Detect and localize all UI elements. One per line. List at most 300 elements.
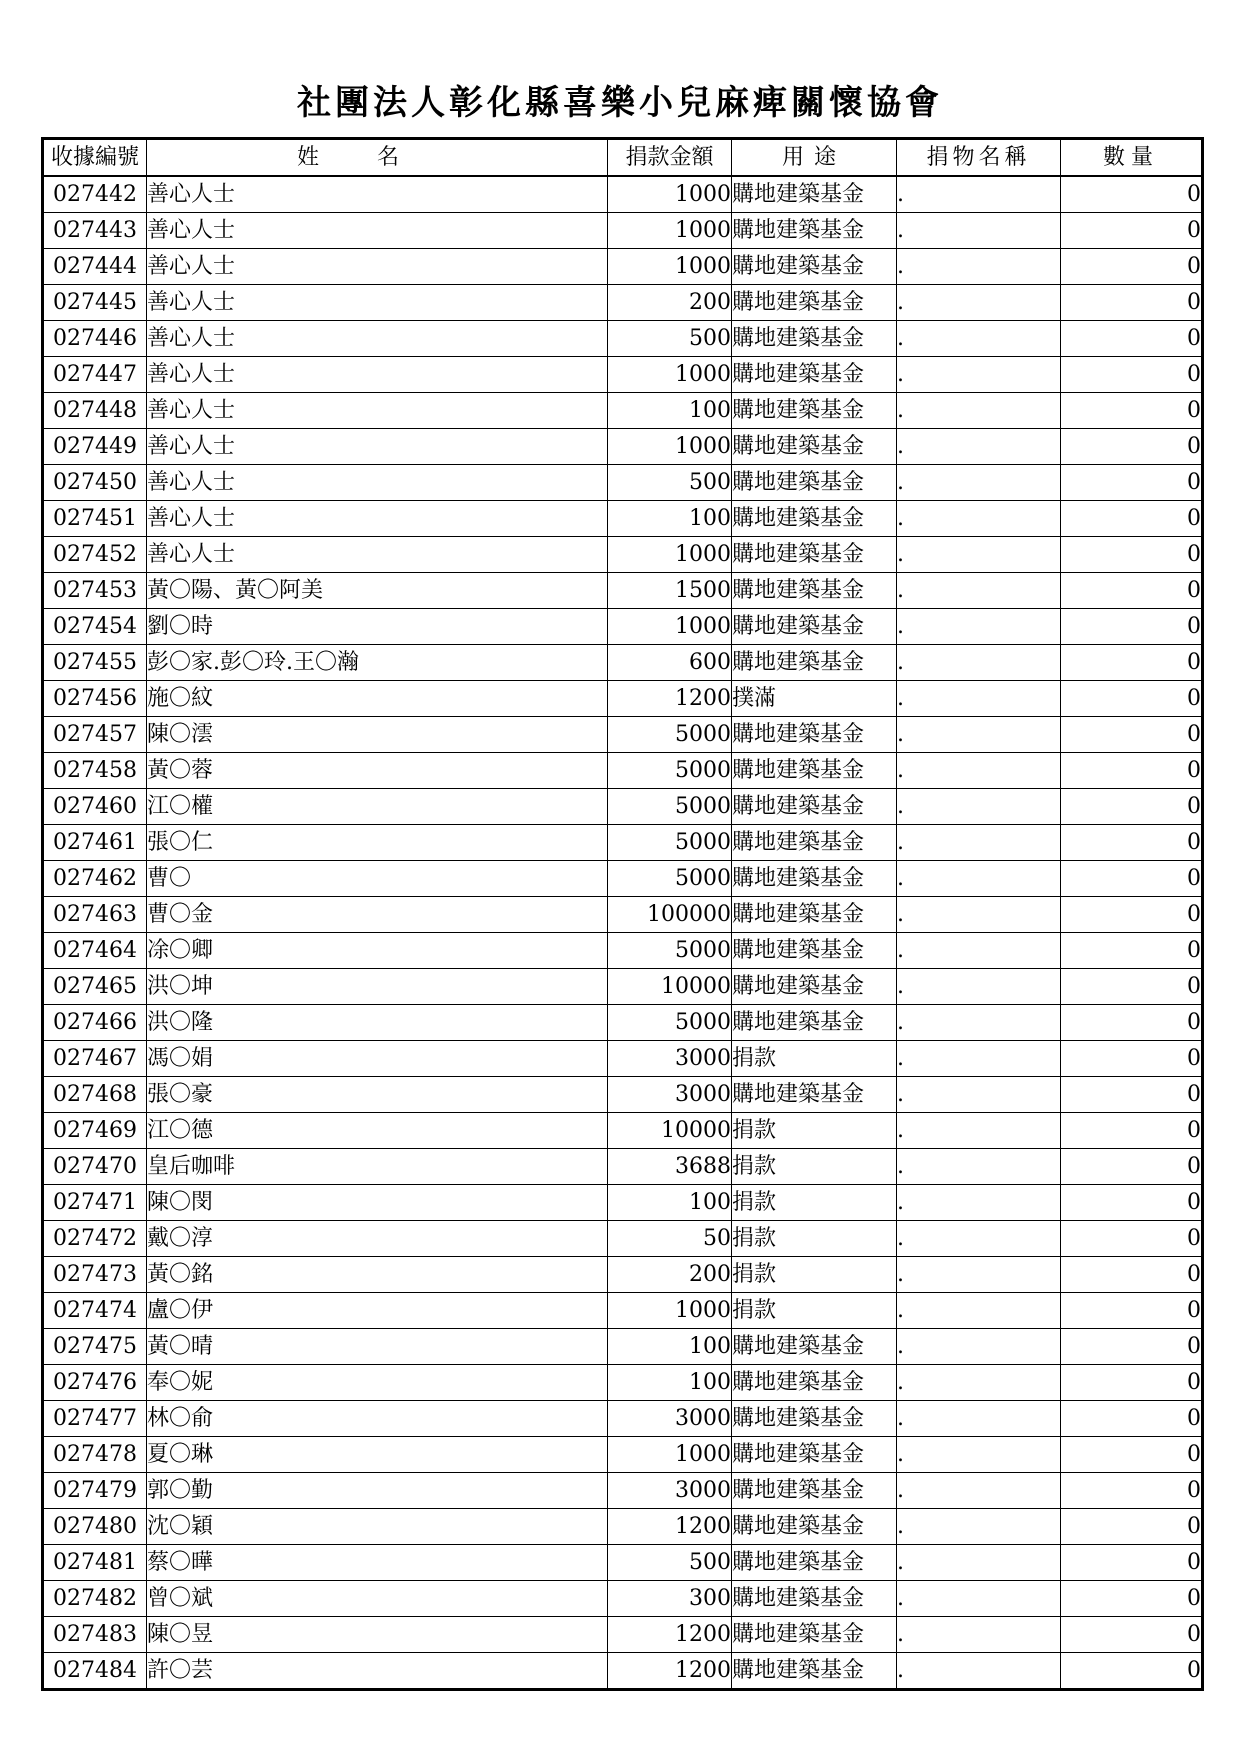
item-name-cell: . — [897, 176, 1061, 213]
purpose-cell: 捐款 — [732, 1257, 897, 1293]
donor-name-cell: 江〇權 — [147, 789, 608, 825]
header-item-name: 捐物名稱 — [897, 139, 1061, 177]
amount-cell: 100000 — [608, 897, 732, 933]
table-row — [43, 1509, 1203, 1545]
receipt-no-cell: 027443 — [43, 213, 147, 249]
item-name-cell: . — [897, 717, 1061, 753]
table-row — [43, 1653, 1203, 1690]
quantity-cell: 0 — [1061, 825, 1203, 861]
quantity-cell: 0 — [1061, 1113, 1203, 1149]
purpose-cell: 購地建築基金 — [732, 1473, 897, 1509]
quantity-cell: 0 — [1061, 1581, 1203, 1617]
item-name-cell: . — [897, 465, 1061, 501]
receipt-no-cell: 027464 — [43, 933, 147, 969]
amount-cell: 5000 — [608, 861, 732, 897]
receipt-no-cell: 027478 — [43, 1437, 147, 1473]
table-row — [43, 1437, 1203, 1473]
amount-cell: 1200 — [608, 681, 732, 717]
purpose-cell: 購地建築基金 — [732, 213, 897, 249]
header-quantity: 數量 — [1061, 139, 1203, 177]
donor-name-cell: 善心人士 — [147, 429, 608, 465]
receipt-no-cell: 027454 — [43, 609, 147, 645]
table-row — [43, 1113, 1203, 1149]
receipt-no-cell: 027456 — [43, 681, 147, 717]
purpose-cell: 購地建築基金 — [732, 1365, 897, 1401]
amount-cell: 50 — [608, 1221, 732, 1257]
purpose-cell: 購地建築基金 — [732, 717, 897, 753]
purpose-cell: 購地建築基金 — [732, 789, 897, 825]
quantity-cell: 0 — [1061, 1365, 1203, 1401]
item-name-cell: . — [897, 1653, 1061, 1690]
item-name-cell: . — [897, 357, 1061, 393]
amount-cell: 1500 — [608, 573, 732, 609]
receipt-no-cell: 027481 — [43, 1545, 147, 1581]
quantity-cell: 0 — [1061, 357, 1203, 393]
receipt-no-cell: 027483 — [43, 1617, 147, 1653]
donor-name-cell: 陳〇昱 — [147, 1617, 608, 1653]
purpose-cell: 購地建築基金 — [732, 537, 897, 573]
purpose-cell: 購地建築基金 — [732, 825, 897, 861]
receipt-no-cell: 027476 — [43, 1365, 147, 1401]
table-row — [43, 285, 1203, 321]
item-name-cell: . — [897, 681, 1061, 717]
receipt-no-cell: 027470 — [43, 1149, 147, 1185]
table-row — [43, 321, 1203, 357]
table-row — [43, 753, 1203, 789]
purpose-cell: 購地建築基金 — [732, 321, 897, 357]
item-name-cell: . — [897, 789, 1061, 825]
amount-cell: 5000 — [608, 753, 732, 789]
receipt-no-cell: 027445 — [43, 285, 147, 321]
quantity-cell: 0 — [1061, 1257, 1203, 1293]
item-name-cell: . — [897, 1473, 1061, 1509]
item-name-cell: . — [897, 1005, 1061, 1041]
purpose-cell: 捐款 — [732, 1185, 897, 1221]
donor-name-cell: 陳〇閔 — [147, 1185, 608, 1221]
purpose-cell: 購地建築基金 — [732, 249, 897, 285]
quantity-cell: 0 — [1061, 1437, 1203, 1473]
purpose-cell: 捐款 — [732, 1293, 897, 1329]
table-row — [43, 1329, 1203, 1365]
table-row — [43, 1545, 1203, 1581]
item-name-cell: . — [897, 645, 1061, 681]
purpose-cell: 購地建築基金 — [732, 1653, 897, 1690]
donor-name-cell: 黃〇陽、黃〇阿美 — [147, 573, 608, 609]
item-name-cell: . — [897, 213, 1061, 249]
purpose-cell: 購地建築基金 — [732, 861, 897, 897]
quantity-cell: 0 — [1061, 969, 1203, 1005]
item-name-cell: . — [897, 1329, 1061, 1365]
purpose-cell: 購地建築基金 — [732, 176, 897, 213]
amount-cell: 5000 — [608, 933, 732, 969]
amount-cell: 3000 — [608, 1077, 732, 1113]
item-name-cell: . — [897, 1257, 1061, 1293]
item-name-cell: . — [897, 1041, 1061, 1077]
donor-name-cell: 江〇德 — [147, 1113, 608, 1149]
receipt-no-cell: 027449 — [43, 429, 147, 465]
table-row — [43, 861, 1203, 897]
table-row — [43, 249, 1203, 285]
receipt-no-cell: 027460 — [43, 789, 147, 825]
purpose-cell: 購地建築基金 — [732, 645, 897, 681]
header-amount: 捐款金額 — [608, 139, 732, 177]
table-row — [43, 789, 1203, 825]
quantity-cell: 0 — [1061, 609, 1203, 645]
item-name-cell: . — [897, 501, 1061, 537]
purpose-cell: 購地建築基金 — [732, 357, 897, 393]
donor-name-cell: 奉〇妮 — [147, 1365, 608, 1401]
purpose-cell: 購地建築基金 — [732, 393, 897, 429]
item-name-cell: . — [897, 1509, 1061, 1545]
table-row — [43, 1617, 1203, 1653]
donor-name-cell: 張〇豪 — [147, 1077, 608, 1113]
table-row — [43, 1077, 1203, 1113]
amount-cell: 5000 — [608, 1005, 732, 1041]
amount-cell: 5000 — [608, 717, 732, 753]
donor-name-cell: 曾〇斌 — [147, 1581, 608, 1617]
quantity-cell: 0 — [1061, 717, 1203, 753]
quantity-cell: 0 — [1061, 1473, 1203, 1509]
purpose-cell: 購地建築基金 — [732, 969, 897, 1005]
amount-cell: 1000 — [608, 249, 732, 285]
donor-name-cell: 黃〇銘 — [147, 1257, 608, 1293]
purpose-cell: 購地建築基金 — [732, 933, 897, 969]
table-row — [43, 609, 1203, 645]
donor-name-cell: 黃〇蓉 — [147, 753, 608, 789]
quantity-cell: 0 — [1061, 321, 1203, 357]
table-row — [43, 176, 1203, 213]
amount-cell: 1200 — [608, 1617, 732, 1653]
table-row — [43, 357, 1203, 393]
table-row — [43, 537, 1203, 573]
amount-cell: 500 — [608, 465, 732, 501]
item-name-cell: . — [897, 321, 1061, 357]
amount-cell: 100 — [608, 393, 732, 429]
amount-cell: 3000 — [608, 1401, 732, 1437]
quantity-cell: 0 — [1061, 465, 1203, 501]
purpose-cell: 捐款 — [732, 1149, 897, 1185]
purpose-cell: 購地建築基金 — [732, 573, 897, 609]
amount-cell: 1000 — [608, 537, 732, 573]
donor-name-cell: 善心人士 — [147, 176, 608, 213]
donor-name-cell: 善心人士 — [147, 357, 608, 393]
purpose-cell: 撲滿 — [732, 681, 897, 717]
amount-cell: 5000 — [608, 789, 732, 825]
receipt-no-cell: 027451 — [43, 501, 147, 537]
donor-name-cell: 戴〇淳 — [147, 1221, 608, 1257]
quantity-cell: 0 — [1061, 1293, 1203, 1329]
donor-name-cell: 曹〇金 — [147, 897, 608, 933]
amount-cell: 1000 — [608, 429, 732, 465]
purpose-cell: 購地建築基金 — [732, 1401, 897, 1437]
quantity-cell: 0 — [1061, 213, 1203, 249]
quantity-cell: 0 — [1061, 1077, 1203, 1113]
amount-cell: 1000 — [608, 609, 732, 645]
donor-name-cell: 夏〇琳 — [147, 1437, 608, 1473]
amount-cell: 1000 — [608, 1437, 732, 1473]
receipt-no-cell: 027482 — [43, 1581, 147, 1617]
table-row — [43, 573, 1203, 609]
table-row — [43, 429, 1203, 465]
amount-cell: 10000 — [608, 1113, 732, 1149]
donor-name-cell: 善心人士 — [147, 285, 608, 321]
item-name-cell: . — [897, 1149, 1061, 1185]
amount-cell: 3000 — [608, 1041, 732, 1077]
quantity-cell: 0 — [1061, 537, 1203, 573]
receipt-no-cell: 027473 — [43, 1257, 147, 1293]
donor-name-cell: 洪〇隆 — [147, 1005, 608, 1041]
item-name-cell: . — [897, 1221, 1061, 1257]
amount-cell: 5000 — [608, 825, 732, 861]
item-name-cell: . — [897, 1617, 1061, 1653]
item-name-cell: . — [897, 537, 1061, 573]
amount-cell: 100 — [608, 1329, 732, 1365]
receipt-no-cell: 027444 — [43, 249, 147, 285]
receipt-no-cell: 027469 — [43, 1113, 147, 1149]
quantity-cell: 0 — [1061, 1005, 1203, 1041]
amount-cell: 200 — [608, 285, 732, 321]
item-name-cell: . — [897, 1185, 1061, 1221]
donor-name-cell: 盧〇伊 — [147, 1293, 608, 1329]
item-name-cell: . — [897, 573, 1061, 609]
quantity-cell: 0 — [1061, 429, 1203, 465]
donor-name-cell: 曹〇 — [147, 861, 608, 897]
amount-cell: 100 — [608, 1365, 732, 1401]
purpose-cell: 購地建築基金 — [732, 1509, 897, 1545]
table-row — [43, 1257, 1203, 1293]
table-row — [43, 1473, 1203, 1509]
amount-cell: 600 — [608, 645, 732, 681]
table-row — [43, 465, 1203, 501]
quantity-cell: 0 — [1061, 1185, 1203, 1221]
item-name-cell: . — [897, 1365, 1061, 1401]
receipt-no-cell: 027484 — [43, 1653, 147, 1690]
amount-cell: 1000 — [608, 213, 732, 249]
item-name-cell: . — [897, 897, 1061, 933]
receipt-no-cell: 027466 — [43, 1005, 147, 1041]
purpose-cell: 購地建築基金 — [732, 501, 897, 537]
receipt-no-cell: 027461 — [43, 825, 147, 861]
quantity-cell: 0 — [1061, 897, 1203, 933]
item-name-cell: . — [897, 825, 1061, 861]
donor-name-cell: 凃〇卿 — [147, 933, 608, 969]
quantity-cell: 0 — [1061, 1041, 1203, 1077]
item-name-cell: . — [897, 249, 1061, 285]
quantity-cell: 0 — [1061, 501, 1203, 537]
purpose-cell: 購地建築基金 — [732, 609, 897, 645]
purpose-cell: 購地建築基金 — [732, 1437, 897, 1473]
amount-cell: 100 — [608, 501, 732, 537]
quantity-cell: 0 — [1061, 1509, 1203, 1545]
quantity-cell: 0 — [1061, 1545, 1203, 1581]
donor-name-cell: 林〇俞 — [147, 1401, 608, 1437]
amount-cell: 1200 — [608, 1509, 732, 1545]
purpose-cell: 捐款 — [732, 1113, 897, 1149]
amount-cell: 3688 — [608, 1149, 732, 1185]
receipt-no-cell: 027467 — [43, 1041, 147, 1077]
donor-name-cell: 善心人士 — [147, 321, 608, 357]
item-name-cell: . — [897, 1077, 1061, 1113]
quantity-cell: 0 — [1061, 393, 1203, 429]
quantity-cell: 0 — [1061, 645, 1203, 681]
table-row — [43, 393, 1203, 429]
item-name-cell: . — [897, 1437, 1061, 1473]
item-name-cell: . — [897, 429, 1061, 465]
receipt-no-cell: 027458 — [43, 753, 147, 789]
donor-name-cell: 劉〇時 — [147, 609, 608, 645]
amount-cell: 3000 — [608, 1473, 732, 1509]
donor-name-cell: 皇后咖啡 — [147, 1149, 608, 1185]
page-title: 社團法人彰化縣喜樂小兒麻痺關懷協會 — [297, 83, 943, 123]
donor-name-cell: 洪〇坤 — [147, 969, 608, 1005]
receipt-no-cell: 027447 — [43, 357, 147, 393]
receipt-no-cell: 027455 — [43, 645, 147, 681]
item-name-cell: . — [897, 861, 1061, 897]
donor-name-cell: 善心人士 — [147, 537, 608, 573]
purpose-cell: 購地建築基金 — [732, 1005, 897, 1041]
donation-table — [41, 137, 1204, 1691]
quantity-cell: 0 — [1061, 285, 1203, 321]
quantity-cell: 0 — [1061, 1149, 1203, 1185]
purpose-cell: 購地建築基金 — [732, 1545, 897, 1581]
quantity-cell: 0 — [1061, 753, 1203, 789]
table-body — [43, 176, 1203, 1690]
receipt-no-cell: 027465 — [43, 969, 147, 1005]
purpose-cell: 購地建築基金 — [732, 285, 897, 321]
purpose-cell: 購地建築基金 — [732, 429, 897, 465]
purpose-cell: 捐款 — [732, 1221, 897, 1257]
quantity-cell: 0 — [1061, 176, 1203, 213]
donor-name-cell: 彭〇家.彭〇玲.王〇瀚 — [147, 645, 608, 681]
table-row — [43, 681, 1203, 717]
donor-name-cell: 善心人士 — [147, 465, 608, 501]
table-row — [43, 717, 1203, 753]
quantity-cell: 0 — [1061, 861, 1203, 897]
quantity-cell: 0 — [1061, 681, 1203, 717]
table-row — [43, 1185, 1203, 1221]
amount-cell: 1000 — [608, 1293, 732, 1329]
receipt-no-cell: 027479 — [43, 1473, 147, 1509]
item-name-cell: . — [897, 753, 1061, 789]
receipt-no-cell: 027472 — [43, 1221, 147, 1257]
receipt-no-cell: 027452 — [43, 537, 147, 573]
header-row — [43, 139, 1203, 177]
receipt-no-cell: 027475 — [43, 1329, 147, 1365]
purpose-cell: 捐款 — [732, 1041, 897, 1077]
quantity-cell: 0 — [1061, 933, 1203, 969]
table-row — [43, 1149, 1203, 1185]
purpose-cell: 購地建築基金 — [732, 1581, 897, 1617]
receipt-no-cell: 027474 — [43, 1293, 147, 1329]
purpose-cell: 購地建築基金 — [732, 465, 897, 501]
quantity-cell: 0 — [1061, 1653, 1203, 1690]
donor-name-cell: 蔡〇曄 — [147, 1545, 608, 1581]
receipt-no-cell: 027468 — [43, 1077, 147, 1113]
receipt-no-cell: 027462 — [43, 861, 147, 897]
table-row — [43, 897, 1203, 933]
amount-cell: 300 — [608, 1581, 732, 1617]
donor-name-cell: 黃〇晴 — [147, 1329, 608, 1365]
table-row — [43, 213, 1203, 249]
receipt-no-cell: 027448 — [43, 393, 147, 429]
amount-cell: 200 — [608, 1257, 732, 1293]
quantity-cell: 0 — [1061, 249, 1203, 285]
item-name-cell: . — [897, 1113, 1061, 1149]
receipt-no-cell: 027442 — [43, 176, 147, 213]
table-row — [43, 1401, 1203, 1437]
amount-cell: 1000 — [608, 176, 732, 213]
receipt-no-cell: 027453 — [43, 573, 147, 609]
purpose-cell: 購地建築基金 — [732, 1617, 897, 1653]
quantity-cell: 0 — [1061, 573, 1203, 609]
item-name-cell: . — [897, 1293, 1061, 1329]
item-name-cell: . — [897, 933, 1061, 969]
header-purpose: 用途 — [732, 139, 897, 177]
receipt-no-cell: 027446 — [43, 321, 147, 357]
header-receipt-no: 收據編號 — [43, 139, 147, 177]
purpose-cell: 購地建築基金 — [732, 753, 897, 789]
table-row — [43, 1005, 1203, 1041]
table-row — [43, 1581, 1203, 1617]
item-name-cell: . — [897, 969, 1061, 1005]
receipt-no-cell: 027450 — [43, 465, 147, 501]
item-name-cell: . — [897, 1581, 1061, 1617]
receipt-no-cell: 027477 — [43, 1401, 147, 1437]
item-name-cell: . — [897, 393, 1061, 429]
quantity-cell: 0 — [1061, 789, 1203, 825]
amount-cell: 500 — [608, 321, 732, 357]
receipt-no-cell: 027457 — [43, 717, 147, 753]
item-name-cell: . — [897, 285, 1061, 321]
table-row — [43, 501, 1203, 537]
quantity-cell: 0 — [1061, 1401, 1203, 1437]
item-name-cell: . — [897, 1401, 1061, 1437]
table-row — [43, 933, 1203, 969]
header-name: 姓名 — [147, 139, 608, 177]
purpose-cell: 購地建築基金 — [732, 897, 897, 933]
donor-name-cell: 馮〇娟 — [147, 1041, 608, 1077]
quantity-cell: 0 — [1061, 1221, 1203, 1257]
purpose-cell: 購地建築基金 — [732, 1329, 897, 1365]
donor-name-cell: 郭〇勤 — [147, 1473, 608, 1509]
item-name-cell: . — [897, 609, 1061, 645]
item-name-cell: . — [897, 1545, 1061, 1581]
donor-name-cell: 陳〇澐 — [147, 717, 608, 753]
amount-cell: 1000 — [608, 357, 732, 393]
amount-cell: 10000 — [608, 969, 732, 1005]
receipt-no-cell: 027463 — [43, 897, 147, 933]
table-row — [43, 969, 1203, 1005]
donor-name-cell: 沈〇穎 — [147, 1509, 608, 1545]
table-row — [43, 1221, 1203, 1257]
amount-cell: 100 — [608, 1185, 732, 1221]
amount-cell: 500 — [608, 1545, 732, 1581]
table-row — [43, 1041, 1203, 1077]
amount-cell: 1200 — [608, 1653, 732, 1690]
table-row — [43, 645, 1203, 681]
purpose-cell: 購地建築基金 — [732, 1077, 897, 1113]
quantity-cell: 0 — [1061, 1617, 1203, 1653]
donor-name-cell: 許〇芸 — [147, 1653, 608, 1690]
donor-name-cell: 善心人士 — [147, 213, 608, 249]
table-row — [43, 1293, 1203, 1329]
donor-name-cell: 善心人士 — [147, 393, 608, 429]
receipt-no-cell: 027471 — [43, 1185, 147, 1221]
donor-name-cell: 施〇紋 — [147, 681, 608, 717]
donor-name-cell: 善心人士 — [147, 501, 608, 537]
donor-name-cell: 善心人士 — [147, 249, 608, 285]
table-row — [43, 825, 1203, 861]
